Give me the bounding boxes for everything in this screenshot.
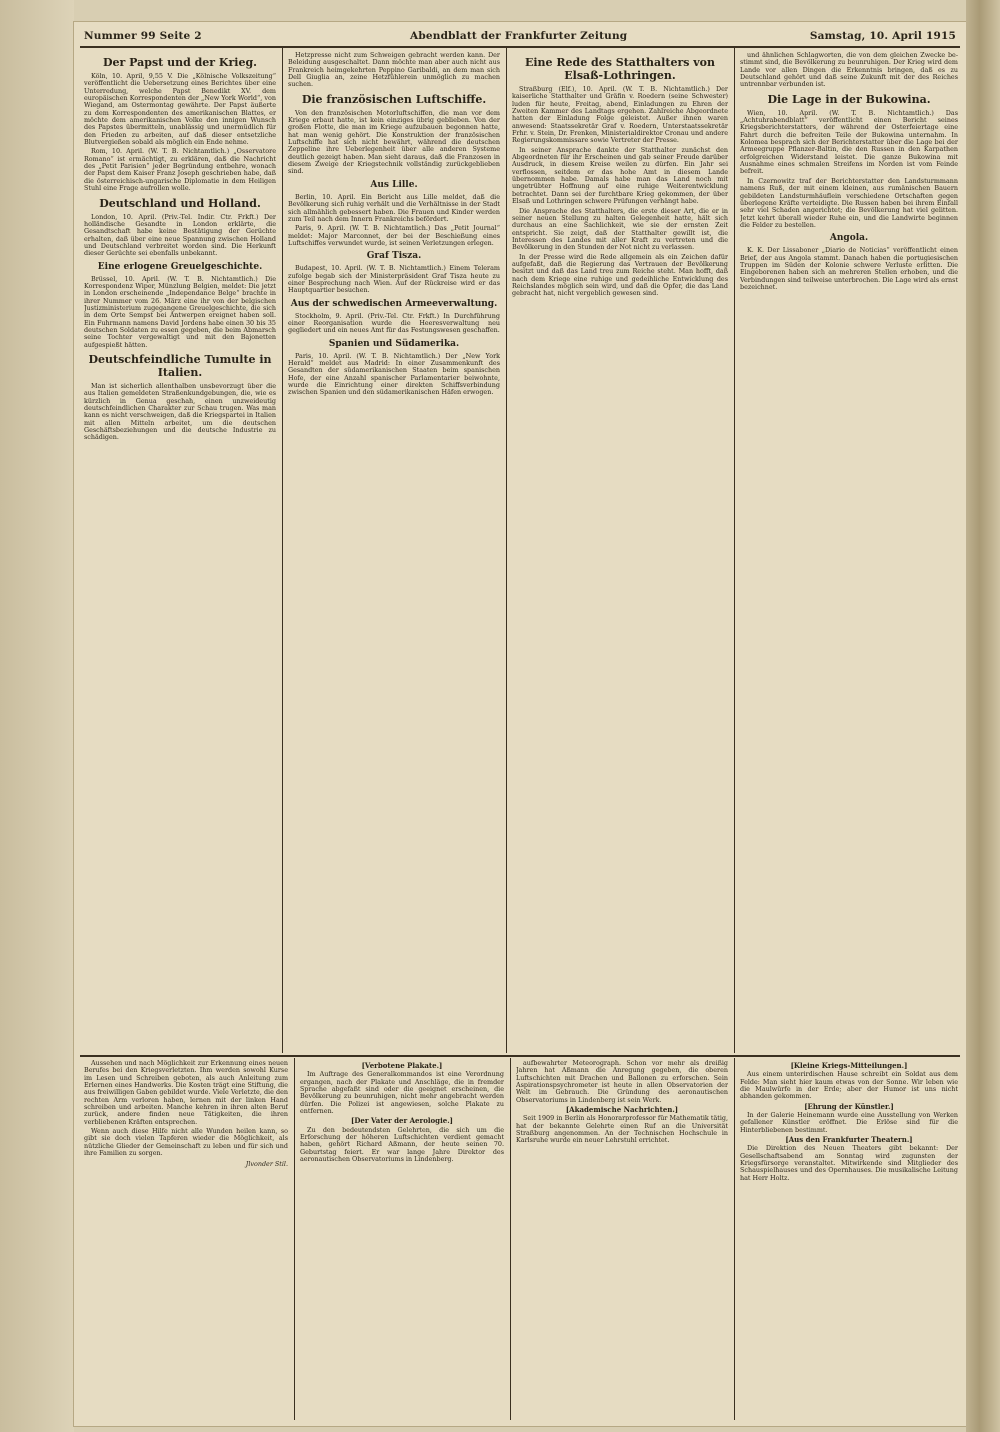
feuilleton-paragraph: Zu den bedeutendsten Gelehrten, die sich um die Erforschung der höheren Luftschichten verdient gemacht haben, gehört Richard Aßmann, der heute seinen 70. Geburtstag feiert. Er war lange Jahre Direktor des aeronautischen Observatoriums in Lindenberg. bbox=[300, 1125, 504, 1164]
feuilleton-column-4 bbox=[740, 1060, 958, 1420]
feuilleton-paragraph: Wenn auch diese Hilfe nicht alle Wunden heilen kann, so gibt sie doch vielen Tapferen wieder die Möglichkeit, als nützliche Glieder der Gemeinschaft zu leben und für sich und ihre Familien zu sorgen. bbox=[84, 1127, 288, 1158]
feuilleton-paragraph: Im Auftrage des Generalkommandos ist eine Verordnung ergangen, nach der Plakate und Anschläge, die in fremder Sprache abgefaßt sind oder die geeignet erscheinen, die Bevölkerung zu beunruhigen, nicht mehr angebracht werden dürfen. Die Polizei ist angewiesen, solche Plakate zu entfernen. bbox=[300, 1070, 504, 1116]
feuilleton-paragraph: Seit 1909 in Berlin als Honorarprofessor für Mathematik tätig, hat der bekannte Gelehrte einen Ruf an die Universität Straßburg angenommen. An der Technischen Hochschule in Karlsruhe wurde ein neuer Lehrstuhl errichtet. bbox=[516, 1114, 728, 1145]
feuilleton-column-rule bbox=[734, 1058, 735, 1420]
headline-angola: Angola. bbox=[829, 233, 869, 244]
headline-french-airships: Die französischen Luftschiffe. bbox=[301, 92, 487, 106]
feuilleton-heading: [Aus den Frankfurter Theatern.] bbox=[785, 1135, 913, 1145]
headline-governor-speech: Eine Rede des Statthalters von Elsaß-Lothringen. bbox=[524, 56, 715, 82]
article-column-2 bbox=[288, 52, 500, 1050]
article-paragraph: London, 10. April. (Priv.-Tel. Indir. Ctr. Frkft.) Der holländische Gesandte in London erklärte, die Gesandtschaft habe keine Bestätigung der Gerüchte erhalten, daß über eine neue Spannung zwischen Holland und Deutschland verbreitet worden sind. Die Herkunft dieser Gerüchte sei ebenfalls unbekannt. bbox=[84, 212, 276, 258]
headline-tisza: Graf Tisza. bbox=[366, 251, 422, 262]
headline-pope-war: Der Papst und der Krieg. bbox=[103, 56, 257, 69]
column-rule bbox=[734, 48, 735, 1053]
article-paragraph: K. K. Der Lissaboner „Diario de Noticias“ veröffentlicht einen Brief, der aus Angola stammt. Danach haben die portugiesischen Truppen im Süden der Kolonie schwere Verluste erlitten. Die Eingeborenen haben sich an mehreren Stellen erhoben, und die Verbindungen sind teilweise unterbrochen. Die Lage wird als ernst bezeichnet. bbox=[740, 246, 958, 291]
article-paragraph: In Czernowitz traf der Berichterstatter den Landsturmmann namens Ruß, der mit einem kleinen, aus rumänischen Bauern gebildeten Landsturmhäuflein verschiedene Ortschaften gegen überlegene Kräfte verteidigte. Die Russen haben bei ihrem Einfall sehr viel Schaden angerichtet; die Bevölkerung hat viel gelitten. Jetzt kehrt überall wieder Ruhe ein, und die Landwirte beginnen die Felder zu bestellen. bbox=[740, 176, 958, 229]
article-paragraph: Budapest, 10. April. (W. T. B. Nichtamtlich.) Einem Teleram zufolge begab sich der Ministerpräsident Graf Tisza heute zu einer Besprechung nach Wien. Auf der Rückreise wird er das Hauptquartier besuchen. bbox=[288, 264, 500, 295]
article-column-3 bbox=[512, 52, 728, 1050]
article-paragraph: Hetzpresse nicht zum Schweigen gebracht werden kann. Der Beleidung ausgeschaltet. Dann möchte man aber auch nicht aus Frankreich heimgekehrten Peppino Garibaldi, an dem man sich Dell Giuglia an, zeine Hetzfühlerein unmöglich zu machen suchen. bbox=[288, 52, 500, 89]
feuilleton-column-rule bbox=[510, 1058, 511, 1420]
headline-bukovina: Die Lage in der Bukowina. bbox=[767, 92, 931, 106]
feuilleton-heading: [Akademische Nachrichten.] bbox=[565, 1105, 679, 1115]
column-rule bbox=[282, 48, 283, 1053]
feuilleton-paragraph: aufbewahrter Meteorograph. Schon vor mehr als dreißig Jahren hat Aßmann die Anregung gegeben, die oberen Luftschichten mit Drachen und Ballonen zu erforschen. Sein Aspirationspsychrometer ist heute in allen Observatorien der Welt im Gebrauch. Die Gründung des aeronautischen Observatoriums in Lindenberg ist sein Werk. bbox=[516, 1060, 728, 1104]
headline-italy-tumults: Deutschfeindliche Tumulte in Italien. bbox=[88, 353, 272, 379]
feuilleton-column-1 bbox=[84, 1060, 288, 1420]
article-column-1 bbox=[84, 52, 276, 1050]
article-paragraph: Berlin, 10. April. Ein Bericht aus Lille meldet, daß die Bevölkerung sich ruhig verhält und die Verhältnisse in der Stadt sich allmählich gebessert haben. Die Frauen und Kinder werden zum Teil nach dem Innern Frankreichs befördert. bbox=[288, 192, 500, 223]
issue-date: Samstag, 10. April 1915 bbox=[809, 30, 956, 42]
article-paragraph: Die Ansprache des Statthalters, die erste dieser Art, die er in seiner neuen Stellung zu halten Gelegenheit hatte, hält sich durchaus an eine Sachlichkeit, wie sie der ernsten Zeit entspricht. Sie zeigt, daß der Statthalter gewillt ist, die Interessen des Landes mit aller Kraft zu vertreten und die Bevölkerung in den Stunden der Not nicht zu verlassen. bbox=[512, 206, 728, 252]
issue-number: Nummer 99 Seite 2 bbox=[84, 30, 202, 42]
headline-atrocity-story: Eine erlogene Greuelgeschichte. bbox=[97, 261, 263, 272]
left-scan-margin bbox=[0, 0, 74, 1432]
feuilleton-heading: [Kleine Kriegs-Mitteilungen.] bbox=[790, 1061, 908, 1070]
article-paragraph: Stockholm, 9. April. (Priv.-Tel. Ctr. Frkft.) In Durchführung einer Reorganisation wurde die Heeresverwaltung neu gegliedert und ein neues Amt für das Festungswesen geschaffen. bbox=[288, 311, 500, 335]
feuilleton-heading: [Der Vater der Aerologie.] bbox=[351, 1116, 453, 1126]
headline-swedish-army: Aus der schwedischen Armeeverwaltung. bbox=[290, 298, 498, 309]
article-paragraph: und ähnlichen Schlagworten, die von dem gleichen Zwecke be- stimmt sind, die Bevölkerung zu beunruhigen. Der Krieg wird dem Lande vor allen Dingen die Erkenntnis bringen, daß es zu Deutschland gehört und daß seine Zukunft mit der des Reiches untrennbar verbunden ist. bbox=[740, 52, 958, 89]
article-paragraph: Köln, 10. April, 9,55 V. Die „Kölnische Volkszeitung“ veröffentlicht die Uebersetzung eines Berichtes über eine Unterredung, welche Papst Benedikt XV. dem europäischen Korrespondenten der „New York World“, von Wiegand, am Ostermontag gewährte. Der Papst äußerte zu dem Korrespondenten des amerikanischen Blattes, er möchte dem amerikanischen Volke den innigen Wunsch des Papstes übermitteln, unablässig und unermüdlich für den Frieden zu arbeiten, auf daß dieser entsetzliche Blutvergießen sobald als möglich ein Ende nehme. bbox=[84, 72, 276, 147]
feuilleton-heading: [Verbotene Plakate.] bbox=[361, 1061, 443, 1070]
feuilleton-column-2 bbox=[300, 1060, 504, 1420]
feuilleton-column-3 bbox=[516, 1060, 728, 1420]
feuilleton-paragraph: Die Direktion des Neuen Theaters gibt bekannt: Der Gesellschaftsabend am Sonntag wird zugunsten der Kriegsfürsorge veranstaltet. Mitwirkende sind Mitglieder des Schauspielhauses und des Opernhauses. Die musikalische Leitung hat Herr Holtz. bbox=[740, 1144, 958, 1182]
feuilleton-paragraph: In der Galerie Heinemann wurde eine Ausstellung von Werken gefallener Künstler eröffnet. Die Erlöse sind für die Hinterbliebenen bestimmt. bbox=[740, 1111, 958, 1134]
article-column-4 bbox=[740, 52, 958, 1050]
author-signature: Jlvonder Stil. bbox=[245, 1160, 288, 1169]
article-paragraph: Straßburg (Elf.), 10. April. (W. T. B. Nichtamtlich.) Der kaiserliche Statthalter und Gräfin v. Roedern (seine Schwester) luden für heute, Freitag, abend, Einladungen zu Ehren der Zweiten Kammer des Landtags ergehen. Zahlreiche Abgeordnete hatten der Einladung Folge geleistet. Außer ihnen waren anwesend: Staatssekretär Graf v. Roedern, Unterstaatssekretär Frhr. v. Stein, Dr. Frenken, Ministerialdirektor Cronau und andere Regierungskommissare sowie Vertreter der Presse. bbox=[512, 85, 728, 145]
feuilleton-paragraph: Aussehen und nach Möglichkeit zur Erkennung eines neuen Berufes bei den Kriegsverletzten. Ihm werden sowohl Kurse im Lesen und Schreiben geboten, als auch Anleitung zum Erlernen eines Handwerks. Die Kosten trägt eine Stiftung, die aus freiwilligen Gaben gebildet wurde. Viele Verletzte, die den rechten Arm verloren haben, lernen mit der linken Hand schreiben und arbeiten. Manche kehren in ihren alten Beruf zurück, andere finden neue Tätigkeiten, die ihren verbliebenen Kräften entsprechen. bbox=[84, 1060, 288, 1126]
headline-spain-south-america: Spanien und Südamerika. bbox=[328, 338, 460, 349]
feuilleton-separator bbox=[80, 1055, 960, 1057]
article-paragraph: Paris, 9. April. (W. T. B. Nichtamtlich.) Das „Petit Journal“ meldet: Major Marconnet, der bei der Beschießung eines Luftschiffes verwundet wurde, ist seinen Verletzungen erlegen. bbox=[288, 224, 500, 247]
headline-lille: Aus Lille. bbox=[370, 179, 418, 190]
article-paragraph: Man ist sicherlich allenthalben unsbevorzugt über die aus Italien gemeldeten Straßenkundgebungen, die, wie es kürzlich in Genua geschah, einen unzweideutig deutschfeindlichen Charakter zur Schau trugen. Was man kann es nicht verschweigen, daß die Kriegspartei in Italien mit allen Mitteln arbeitet, um die deutschen Geschäftsbeziehungen und die deutsche Industrie zu schädigen. bbox=[84, 382, 276, 442]
newspaper-title: Abendblatt der Frankfurter Zeitung bbox=[410, 30, 628, 42]
article-paragraph: Brüssel, 10. April. (W. T. B. Nichtamtlich.) Die Korrespondenz Wiper, Münzlung Belgien, meldet: Die jetzt in London erscheinende „Independance Belge“ brachte in ihrer Nummer vom 26. März eine ihr von der belgischen Justizministerium zugegangene Greuelgeschichte, die sich in dem Orte Sempst bei Antwerpen ereignet haben soll. Ein Fuhrmann namens David Jordens habe einen 30 bis 35 deutschen Soldaten zu essen gegeben, die beim Abmarsch seine Tochter vergewaltigt und mit den Bajonetten aufgespießt hätten. bbox=[84, 274, 276, 349]
column-rule bbox=[506, 48, 507, 1053]
article-paragraph: In der Presse wird die Rede allgemein als ein Zeichen dafür aufgefaßt, daß die Regierung das Vertrauen der Bevölkerung besitzt und daß das Land treu zum Reiche steht. Man hofft, daß nach dem Kriege eine ruhige und gedeihliche Entwicklung des Reichslandes möglich sein wird, und daß die Opfer, die das Land gebracht hat, nicht vergeblich gewesen sind. bbox=[512, 252, 728, 298]
article-paragraph: Paris, 10. April. (W. T. B. Nichtamtlich.) Der „New York Herald“ meldet aus Madrid: In einer Zusammenkunft des Gesandten der südamerikanischen Staaten beim spanischen Hofe, der eine Anzahl spanischer Parlamentarier beiwohnte, wurde die Einrichtung einer direkten Schiffsverbindung zwischen Spanien und den südamerikanischen Häfen erwogen. bbox=[288, 351, 500, 397]
article-paragraph: Von den französischen Motorluftschiffen, die man vor dem Kriege erbaut hatte, ist kein einziges übrig geblieben. Von der großen Flotte, die man im Kriege aufzubauen begonnen hatte, hat man wenig gehört. Die Konstruktion der französischen Luftschiffe hat sich nicht bewährt, während die deutschen Zeppeline ihre Ueberlegenheit über alle anderen Systeme deutlich gezeigt haben. Man sieht daraus, daß die Franzosen in diesem Zweige der Kriegstechnik vollständig zurückgeblieben sind. bbox=[288, 108, 500, 176]
article-paragraph: In seiner Ansprache dankte der Statthalter zunächst den Abgeordneten für ihr Erscheinen und gab seiner Freude darüber Ausdruck, in diesem Kreise weilen zu dürfen. Ein Jahr sei verflossen, seitdem er das hohe Amt in diesem Lande übernommen habe. Damals habe man das Land noch mit ungetrübter Hoffnung auf eine ruhige Weiterentwicklung betrachtet. Dann sei der furchtbare Krieg gekommen, der über Elsaß und Lothringen schwere Prüfungen verhängt habe. bbox=[512, 145, 728, 206]
headline-germany-holland: Deutschland und Holland. bbox=[99, 196, 261, 210]
binding-spine bbox=[966, 0, 1000, 1432]
article-paragraph: Wien, 10. April. (W. T. B. Nichtamtlich.) Das „Achtuhrabendblatt“ veröffentlicht einen Bericht seines Kriegsberichterstatters, der während der Osterfeiertage eine Fahrt durch die befreiten Teile der Bukowina unternahm. In Kolomea besprach sich der Berichterstatter über die Lage bei der Armeegruppe Pflanzer-Baltin, die den Russen in den Karpathen erfolgreichen Widerstand leistet. Die ganze Bukowina mit Ausnahme eines schmalen Streifens im Norden ist vom Feinde befreit. bbox=[740, 108, 958, 176]
feuilleton-column-rule bbox=[294, 1058, 295, 1420]
feuilleton-heading: [Ehrung der Künstler.] bbox=[804, 1101, 894, 1111]
feuilleton-paragraph: Aus einem unterirdischen Hause schreibt ein Soldat aus dem Felde: Man sieht hier kaum etwas von der Sonne. Wir leben wie die Maulwürfe in der Erde; aber der Humor ist uns nicht abhanden gekommen. bbox=[740, 1070, 958, 1101]
masthead-rule bbox=[80, 46, 960, 48]
article-paragraph: Rom, 10. April. (W. T. B. Nichtamtlich.) „Osservatore Romano“ ist ermächtigt, zu erklären, daß die Nachricht des „Petit Parisien“ jeder Begründung entbehre, wonach der Papst dem Kaiser Franz Joseph geschrieben habe, daß die österreichisch-ungarische Diplomatie in dem Heiligen Stuhl eine Frage aufrollen wolle. bbox=[84, 147, 276, 193]
